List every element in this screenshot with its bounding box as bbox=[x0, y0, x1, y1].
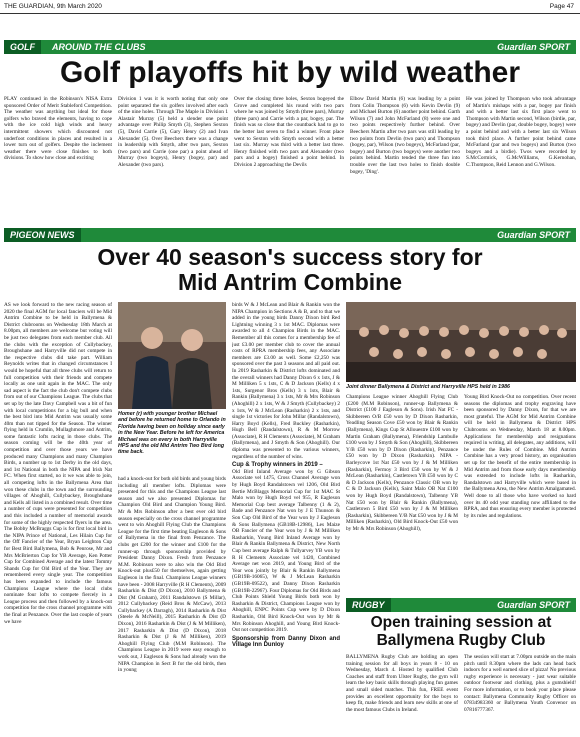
rugby-headline-1: Open training session at bbox=[370, 614, 552, 631]
rugby-section-bar bbox=[346, 598, 576, 612]
brothers-photo bbox=[118, 302, 226, 409]
rugby-tag: RUGBY bbox=[346, 598, 391, 612]
golf-col-5: He was joined by Thompson who took advantage of Martin's mishaps with a par, bogey par finish and with a better last six first place went to Thompson with Martin second, Wilson (birdie, par, bogey) and Devlin (par, double bogey, bogey) were a point behind and with a better last six Wilson took third place. A further point behind came McFarland (par and two bogeys) and Burton (two bogeys and a birdie). Twos were recorded by S.McCormick, G.McWilliams, G.Kernohan, C.Thompson, Reid Lennon and G.Wilson. bbox=[466, 96, 576, 168]
dinner-photo bbox=[346, 302, 576, 382]
golf-col-1: PLAY continued in the Robinson's NISA Extra sponsored Order of Merit Stableford Competition. The weather was anything but ideal for those golfers who braved the elements, having to cope with the ice cold high winds and heavy intermittent showers which discounted not underfoot conditions in places and resulted in a lower turn out of golfers. Despite the inclement weather there were close finishes to both divisions. To show how close and exciting bbox=[4, 96, 112, 162]
pigeon-section-bar bbox=[4, 228, 576, 242]
page-number: Page 47 bbox=[549, 3, 574, 10]
pigeon-col-4: Champions League winner Ahoghill Flying Club (£200 (M.M Robinson), runner-up Ballymena & District (£100 J Eagleson & Sons). Irish Nat FC - Skibbereen O/B £50 won by D Dixon Rasharkin, Yeadling Season Cove £50 won by Blair & Rankin (Ballymena), Kings Cup St Allouestre £100 won by Martin Graham (Ballymena), Friendship Lambulle £100 won by J Smyth & Son (Ahoghill), Skibbereen Y/B £50 won by D Dixon (Rasharkin), Penzance £50 won by D Dixon (Rasharkin). NIPA - Barleycove 1st Nat £50 won by J & M Milliken (Rasharkin), Fermoy 3 Bird £50 won by W & J McLean (Rasharkin), Castletown YB £50 won by C & D Jackson (Kells), Penzance Classic OB won by C & D Jackson (Kells), Saint Malo OB Nat £100 won by Hugh Boyd (Randalstown), Talbenny YB Nat £50 won by Blair & Rankin (Ballymena), Castletown 5 Bird £50 won by J & M Milliken (Rasharkin), Skibbereen Y/B Nat £50 won by J & M Milliken (Rasharkin), Old Bird Knock-Out £50 won by Mr & Mrs Robinson (Ahoghill), bbox=[346, 394, 458, 532]
golf-tag: GOLF bbox=[4, 40, 41, 54]
pigeon-brand: Guardian SPORT bbox=[497, 230, 570, 240]
running-header bbox=[0, 0, 580, 14]
golf-section-title: AROUND THE CLUBS bbox=[52, 42, 146, 52]
pigeon-col-5: Young Bird Knock-Out no competition. Over recent seasons the diplomas and trophy engraving have been sponsored by Danny Dixon, for that we are most grateful. The AGM for Mid Antrim Combine will be held in Ballymena & District HPS Clubrooms on Wednesday, March 18 at 8.00pm. Applications for membership and resignations required in writing, all delegates, any additions, will be under the Rules of Combine. Mid Antrim Combine has a very proud history, an organisation set up for the benefit of the entire membership in Mid Antrim and from those early days membership was extended to include lofts in Rasharkin, Randalstown and Harryville which were based in the Ballymena Area, the New Antrim Amalgamated. Well done to all those who have worked so hard over its 40 odd year standing now affiliated to the RPRA, and thus ensuring every member is protected by its rules and regulations. bbox=[464, 394, 576, 519]
rugby-headline-2: Ballymena Rugby Club bbox=[376, 632, 546, 649]
rugby-col-1: BALLYMENA Rugby Club are holding an open training session for all boys in years 8 - 10 on Wednesday, March 4. Hosted by qualified Club Coaches and staff from Ulster Rugby, the gym will learn the key basic skills through playing fun games and small sided matches. This fun, FREE event provides an excellent opportunity for the boys to keep fit, make friends and learn new skills at one of the most famous Clubs in Ireland. bbox=[346, 654, 458, 713]
pigeon-tag: PIGEON NEWS bbox=[4, 228, 81, 242]
issue-date: THE GUARDIAN, 9th March 2020 bbox=[4, 3, 102, 10]
brothers-photo-caption: Homer (r) with younger brother Michael and before he returned home to Orlando in Florida having been on holiday since early in the New Year. Before he left for America Michael was on every in both Harryville HPS and the old Mid Antrim Two Bird long time back. bbox=[118, 411, 226, 456]
golf-col-4: Elbow David Martin (6) was leading by a point from Colin Thompson (6) with Kevin Devlin (9) and Michael Burton (6) another point behind. Garth Wilson (7) and John McFarland (8) were one and two points respectively further behind. Over Beechers Martin after two pars was still leading by two points from Devlin (two pars) and Thompson (bogey, par), Wilson (two bogeys), McFarland (par, bogey) and Burton (two bogeys) were another two points behind. Martin tended the three fun into trouble over the last two holes to finish double bogey, 'Ding'. bbox=[350, 96, 460, 175]
golf-section-bar bbox=[4, 40, 576, 54]
golf-col-2: Division 1 was it is worth noting that only one point separated the six golfers involved after each of the nine holes. Through The Maple in Division 1 Alastair Murray (5) held a slender one point advantage over Philip Smyth (3), Stephen Sexton (5), David Carrie (5), Gary Henry (2) and Ivan Alexander (5). Over Beechers there was a change in leadership with Smyth, after two pars, Sexton (two pars) and Carrie (one par) a point ahead of Murray (two bogeys), Henry (bogey, par) and Alexander (two pars). bbox=[118, 96, 228, 168]
rugby-col-2: The session will start at 7.00pm outside on the main pitch until 8.30pm where the lads can head back indoors for a well earned slice of pizza! No previous rugby experience is necessary - just wear suitable outdoor footwear and clothing, plus a gumshield! For more information, or to book your place please contact: Ballymena Community Rugby Officer on 07834983360 or Ballymena Youth Convenor on 07816777367. bbox=[464, 654, 576, 713]
sponsorship-heading: Sponsorship from Danny Dixon and Village Inn Dunloy bbox=[232, 635, 340, 649]
rugby-brand: Guardian SPORT bbox=[497, 600, 570, 610]
golf-headline: Golf playoffs hit by wild weather bbox=[59, 56, 521, 89]
dinner-photo-caption: Joint dinner Ballymena & District and Harryville HPS held in 1986 bbox=[346, 384, 510, 390]
pigeon-col-1: AS we look forward to the new racing season of 2020 the final AGM for local fanciers will be Mid Antrim Combine to be held in Ballymena & District clubrooms on Wednesday 18th March at 8.00pm, all members are welcome but voting will be just two delegates from each member club. All the clubs with the exception of Cullybackey, Broughshane and Harryville did not compete in the respective clubs did take part. William Reynolds writes that in changed circumstances I would be hopeful that all three clubs will return to full competition with their friends and compete locally as one unit again in the MAC. The only sad aspect is the fact the club don't compete clubs from out of our Champions League. The clubs that set up by the late Davy Campbell was a bit of fun with local competitions for a big bull and when the best bird into Mid Antrim was usually some 40m than not tipped for the Season. The winner flying held in Crumlin, Mullaghmore and Antrim, some fantastic lofts racing in those clubs. The season coming will be the 40th year of competition and over those years we have produced many Champions and many Champion Birds, a number up to 1st Derby in the old days, and 1st National in both the NIPA and Irish Nat FC. When first started, no it we was able to join, all competing lofts in the Ballymena Area that won these clubs in the town and the surrounding villages of Ahoghill, Cullybackey, Broughshane and Kells all listed in a combined result. Over time a number of cups were presented for competition and this included a number of memorial awards for some of the highly respected flyers in the area. The Bobby McBraggs Cup is for first local bird in the NIPA Prince of National, Les Hilain Cup for the Off Fancier of the Year, Bryan Leighton Cup for Best Bird Ballymena, Bob & Penrose, Mr and Mrs McBrierton Cup for YB Average, Ken Potter Cup for Combined Average and the latest Tommy Shands Cup for Old Bird of the Year. They are remembered every single year. The competition has been expanded to include the famous Champions League where the local clubs nominate four lofts to compete fiercely in a League process and then followed by a knock-out competition for the cross channel programme with the final at Penzance. Over the last couple of years we have bbox=[4, 302, 112, 625]
golf-brand: Guardian SPORT bbox=[497, 42, 570, 52]
pigeon-col-2: had a knock-out for both old birds and young birds including all member lofts. Diplomas were presented for this and the Champions League last season and we also presented Diplomas for Champion Old Bird and Champion Young Bird. Mr & Mrs Robinson after a best ever old bird season especially on the cross channel programme went to win Ahoghill Flying Club the Champions League for the first time beating Eagleson & Sons of Ballymena in the final from Penzance. The clubs get £200 for the winner and £100 for the runner-up through sponsorship provided by President Danny Dixon. Fresh from Penzance M.M. Robinson were to also win the Old Bird Knock-out plus£50 for themselves, again getting Eagleson in the final. Champions League winners have been - 2008 Harryville (R H Clements), 2009 Rasharkin & Dist (D Dixon), 2010 Ballymena & Dist (M Graham), 2011 Randalstown (S Millar), 2012 Cullybackey (Reid Bros & McCaw), 2013 Cullybackey (A Darragh), 2014 Rasharkin & Dist (Steele & McNeill), 2015 Rasharkin & Dist (D Dixon), 2016 Rasharkin & Dist (J & M Milliken), 2017 Rasharkin & Dist (D Dixon), 2018 Rasharkin & Dist (J & M Milliken), 2019 Ahoghill Flying Club (M.M Robinson). The Champions League in 2019 were easy enough to work out, J Eagleson & Sons had already won the NIPA Champion in Sect B for the old birds, then in young bbox=[118, 476, 226, 674]
pigeon-col-3: birds W & J McLean and Blair & Rankin won the NIPA Champion in Sections A & B, and to that we added in the young birds Danny Dixon bird Red Lightning winning 3 x 1st MAC. Diplomas were awarded to all 4 Champion Birds in the MAC. Remember all this comes for a membership fee of just £3.00 per member club to cover the annual costs of RPRA membership fees, any Associate members are £3.00 as well. Some £2,250 was sponsored over the past 3 seasons and all paid out. In 2019 Rasharkin & District lofts dominated and the overall winners had Danny Dixon 6 x 1sts, J & M Milliken 5 x 1sts, C & D Jackson (Kells) 4 x 1sts, Surgenor Bros (Kells) 3 x 1sts, Blair & Rankin (Ballymena) 3 x 1sts, Mr & Mrs Robinson (Ahoghill) 2 x 1sts, W & J Smyth (Cullybackey) 2 x 1sts, W & J McLean (Rasharkin) 2 x 1sts, and single 1st victories for John Millar (Randalstown), Harry Boyd (Kells), Fred Buckley (Rasharkin), Hugh Bell (Randalstown), R & M Morrow (Associate), R H Clements (Associate), M Graham (Ballymena), and J Smyth & Son (Ahoghill). Our diploma was presented to the various winners, regardless of the number of wins. Cup & Trophy winners in 2019 – Old Bird Inland Average won by G Gibson Associate vel 1475, Cross Channel Average won by Hugh Boyd Randalstown vel 1206, Old Bird Bertie McBlaggs Memorial Cup for 1st MAC St Malo won by Hugh Boyd vel 955, R Eagleson Memorial Cup best average Talbenny (1 & 2), Bade and Penzance Nat won by J E Thunson & Son Cup Old Bird of the Year won by J Eagleson & Sons Ballymena (GB18B-12986), Les Maize OB Fancier of the Year won by J & M Milliken Rasharkin, Young Bird Inland Average won by Blair & Rankin Ballymena & District, New North Cup best average Ralph & Tullyarvey YB won by R H Clements Associate vel 1420, Combined Average net won 2019, and Young Bird of the Year won jointly by Blair & Rankin Ballymena (GB19B-16065), W & J McLean Rasharkin (GB19B-09522), and Danny Dixon Rasharkin (GB19B-22967). Four Diplomas for Old Birds and Club Points Shield Young Birds both won by Rasharkin & District, Champions League won by Ahoghill, ENPC Points Cup were by D Dixon Rasharkin, Old Bird Knock-Out won by Mr & Mrs Robinson Ahoghill, and Young Bird Knock-Out not competition 2019. Sponsorship from Danny Dixon and Village Inn Dunloy bbox=[232, 302, 340, 649]
pigeon-headline-1: Over 40 season's success story for bbox=[97, 244, 483, 270]
pigeon-headline-2: Mid Antrim Combine bbox=[177, 269, 403, 295]
golf-col-3: Over the closing three holes, Sexton bogeyed the Grove and completed his round with two pars where he was joined by Smyth (three pars), Murray (three pars) and Carrie with a par, bogey, par. The finish was so close that the countback had to go to the better last seven to find a winner. Front place went to Sexton with Smyth second with a better last six. Murray was third with a better last three. Henry finished with two pars and Alexander (two pars and a bogey) finished a point behind. In Division 2 approaching the Devils bbox=[234, 96, 344, 168]
cup-winners-heading: Cup & Trophy winners in 2019 – bbox=[232, 462, 323, 469]
